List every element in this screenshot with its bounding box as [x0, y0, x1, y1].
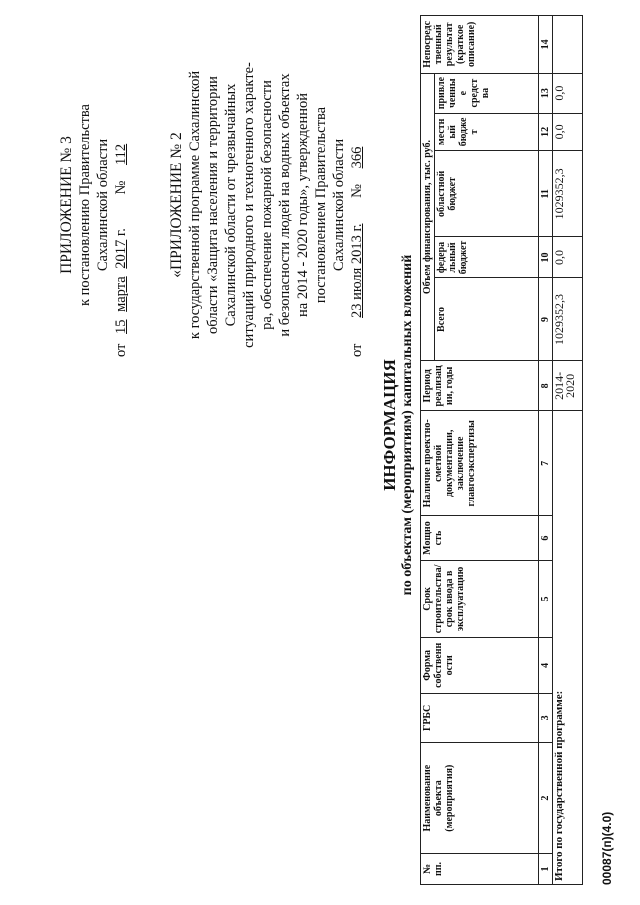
appendix2-line: ра, обеспечение пожарной безопасности — [259, 80, 275, 330]
column-number: 6 — [539, 516, 553, 560]
appendix2-date: 23 июля 2013 г. — [349, 223, 365, 318]
appendix3-line1: к постановлению Правительства — [77, 104, 93, 306]
appendix3-g: г. — [113, 228, 129, 237]
th-result: Непосредственный результат (краткое описание) — [421, 16, 539, 74]
appendix3-from: от — [113, 343, 129, 357]
th-name: Наименование объекта (мероприятия) — [421, 743, 539, 854]
appendix2-title: «ПРИЛОЖЕНИЕ № 2 — [168, 132, 185, 278]
column-number: 7 — [539, 411, 553, 516]
appendix2-line: постановлением Правительства — [313, 106, 329, 304]
column-number: 1 — [539, 854, 553, 885]
capital-investments-table — [420, 15, 583, 885]
column-number: 8 — [539, 361, 553, 411]
column-number: 11 — [539, 151, 553, 237]
th-local: местный бюджет — [435, 113, 539, 151]
total-attracted: 0,0 — [553, 73, 583, 113]
appendix3-block — [58, 25, 130, 385]
th-attracted: привлеченные средства — [435, 73, 539, 113]
column-number: 13 — [539, 73, 553, 113]
column-number: 12 — [539, 113, 553, 151]
th-grbs: ГРБС — [421, 693, 539, 743]
appendix3-date-line — [112, 25, 130, 385]
th-ownership: Форма собственности — [421, 638, 539, 693]
total-label: Итого по государственной программе: — [553, 411, 583, 885]
total-all: 1029352,3 — [553, 278, 583, 361]
total-result — [553, 16, 583, 74]
th-federal: федеральный бюджет — [435, 237, 539, 278]
column-number: 2 — [539, 743, 553, 854]
appendix3-no-label: № — [113, 180, 129, 195]
appendix3-day: 15 — [113, 319, 129, 334]
total-row — [553, 16, 583, 885]
appendix2-line: к государственной программе Сахалинской — [187, 70, 203, 340]
heading-block — [380, 175, 416, 675]
heading-subtitle: по объектам (мероприятиям) капитальных вложений — [400, 254, 415, 596]
appendix2-from: от — [349, 343, 365, 357]
th-construction-term: Срок строительства/ срок ввода в эксплуатацию — [421, 560, 539, 637]
column-number: 3 — [539, 693, 553, 743]
total-federal: 0,0 — [553, 237, 583, 278]
column-number: 10 — [539, 237, 553, 278]
appendix2-date-line — [348, 25, 366, 385]
th-total: Всего — [435, 278, 539, 361]
column-number: 9 — [539, 278, 553, 361]
th-period: Период реализации, годы — [421, 361, 539, 411]
appendix2-line: ситуаций природного и техногенного характе- — [241, 62, 257, 348]
header-row — [421, 16, 435, 885]
appendix2-line: области «Защита населения и территории — [205, 76, 221, 334]
appendix3-title: ПРИЛОЖЕНИЕ № 3 — [58, 136, 75, 274]
heading-title: ИНФОРМАЦИЯ — [380, 359, 399, 491]
column-numbers-row — [539, 16, 553, 885]
total-local: 0,0 — [553, 113, 583, 151]
appendix2-line: Сахалинской области — [331, 138, 347, 272]
appendix2-number: 366 — [349, 146, 365, 169]
appendix2-line: на 2014 - 2020 годы», утвержденной — [295, 93, 311, 317]
column-number: 4 — [539, 638, 553, 693]
appendix2-line: Сахалинской области от чрезвычайных — [223, 83, 239, 327]
total-period: 2014-2020 — [553, 361, 583, 411]
appendix3-number: 112 — [113, 143, 129, 166]
th-regional: областной бюджет — [435, 151, 539, 237]
column-number: 14 — [539, 16, 553, 74]
appendix2-no-label: № — [349, 184, 365, 198]
appendix2-line: и безопасности людей на водных объектах — [277, 73, 293, 337]
appendix3-year: 2017 — [113, 239, 129, 269]
appendix3-month: марта — [113, 276, 129, 312]
total-regional: 1029352,3 — [553, 151, 583, 237]
appendix3-line2: Сахалинской области — [95, 138, 111, 272]
th-funding: Объем финансирования, тыс. руб. — [421, 73, 435, 361]
column-number: 5 — [539, 560, 553, 637]
th-capacity: Мощность — [421, 516, 539, 560]
appendix2-block — [168, 25, 366, 385]
th-number: № пп. — [421, 854, 539, 885]
footer-code: 00087(п)(4.0) — [600, 811, 614, 885]
th-documentation: Наличие проектно-сметной документации, заключение главгосэкспертизы — [421, 411, 539, 516]
